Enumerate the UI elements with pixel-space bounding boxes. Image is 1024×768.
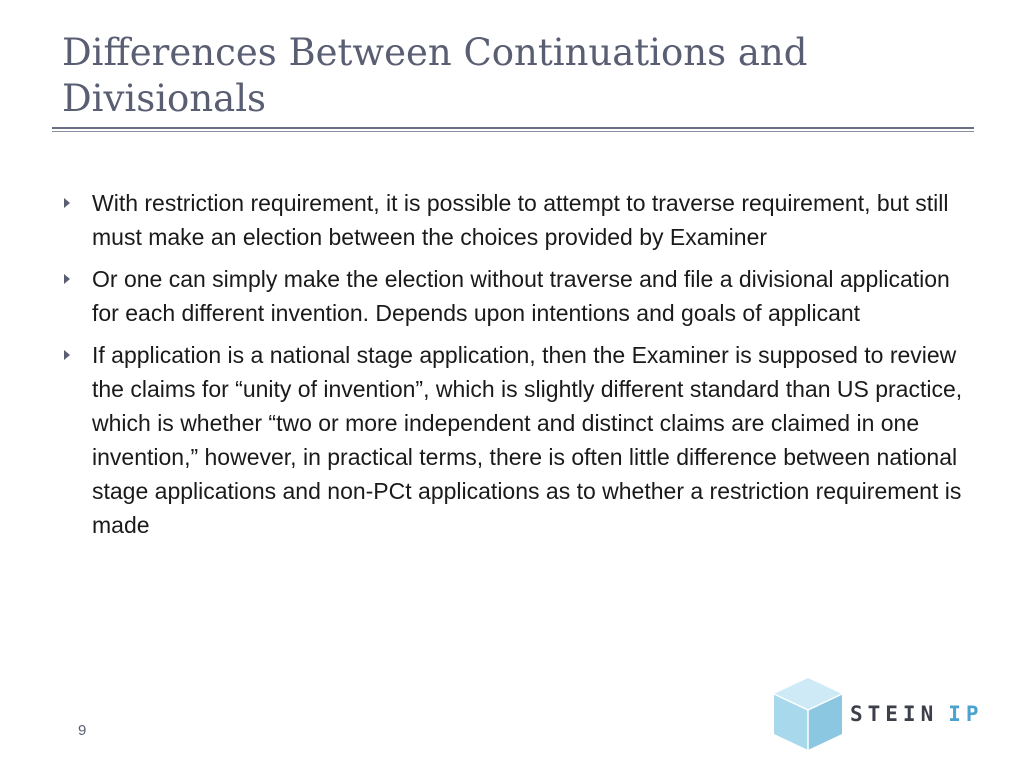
bullet-arrow-icon xyxy=(64,274,70,284)
page-number: 9 xyxy=(78,722,87,739)
slide-title: Differences Between Continuations and Divisionals xyxy=(62,31,808,120)
bullet-text: If application is a national stage application, then the Examiner is supposed to review the claims for “unity of invention”, which is slightly different standard than US practice, which is whether “two or more independent and distinct claims are claimed in one invention,” however, in practical terms, there is often little difference between national stage applications and non-PCt applications as to whether a restriction requirement is made xyxy=(92,342,963,538)
logo-ip-text: IP xyxy=(948,702,984,726)
cube-icon xyxy=(772,676,844,752)
stein-ip-logo xyxy=(772,676,992,752)
logo-wordmark xyxy=(850,702,984,726)
logo-name-text: STEIN xyxy=(850,702,939,726)
bullet-arrow-icon xyxy=(64,198,70,208)
bullet-list xyxy=(60,186,965,550)
bullet-item xyxy=(60,338,965,542)
bullet-arrow-icon xyxy=(64,350,70,360)
title-divider-top xyxy=(52,127,974,129)
bullet-item xyxy=(60,186,965,254)
bullet-text: Or one can simply make the election without traverse and file a divisional application for each different invention. Depends upon intentions and goals of applicant xyxy=(92,266,950,326)
bullet-text: With restriction requirement, it is possible to attempt to traverse requirement, but still must make an election between the choices provided by Examiner xyxy=(92,190,949,250)
title-divider-bottom xyxy=(52,131,974,132)
bullet-item xyxy=(60,262,965,330)
